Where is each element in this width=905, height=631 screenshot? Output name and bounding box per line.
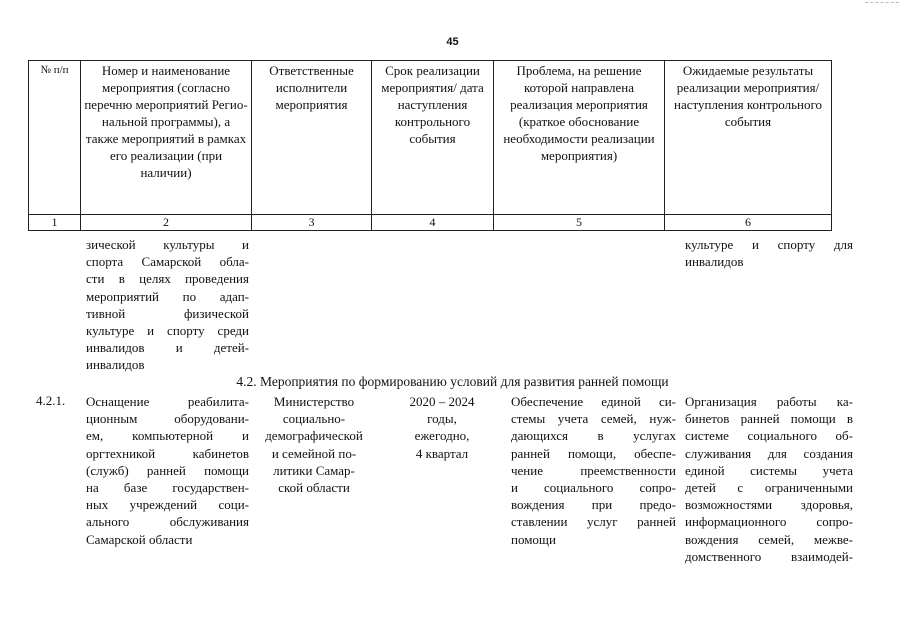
- text-line: инвалидов: [685, 254, 744, 270]
- text-line: чение преемственности: [511, 462, 676, 478]
- row-event-name: [86, 393, 249, 548]
- row-problem: [511, 393, 676, 548]
- text-line: социально-: [282, 411, 346, 427]
- header-row: [29, 61, 832, 215]
- column-number: 5: [494, 215, 665, 231]
- text-line: (служб) ранней помощи: [86, 462, 249, 478]
- text-line: культуре и спорту среди: [86, 322, 249, 338]
- text-line: и социального сопро-: [511, 479, 676, 495]
- text-line: возможностями здоровья,: [685, 497, 853, 513]
- text-line: инвалидов: [86, 357, 145, 373]
- header-col-number: № п/п: [29, 61, 81, 215]
- header-col-executors: Ответственные исполнители мероприятия: [252, 61, 372, 215]
- text-line: спорта Самарской обла-: [86, 254, 249, 270]
- row-number: 4.2.1.: [36, 393, 66, 408]
- text-line: культуре и спорту для: [685, 237, 853, 252]
- text-line: инвалидов и детей-: [86, 340, 249, 356]
- text-line: сти в целях проведения: [86, 271, 249, 287]
- corner-mark: [865, 2, 899, 3]
- header-col-deadline: Срок реализации мероприятия/ дата наступления контрольного события: [372, 61, 494, 215]
- text-line: ранней помощи, обеспе-: [511, 445, 676, 461]
- continuation-event-name: [86, 236, 249, 374]
- text-line: помощи: [511, 531, 556, 547]
- text-line: демографической: [265, 428, 363, 444]
- text-line: ционным оборудовани-: [86, 411, 249, 427]
- row-executors: [254, 393, 374, 496]
- continuation-results: [685, 236, 853, 270]
- column-number-row: [29, 215, 832, 231]
- text-line: ем, компьютерной и: [86, 428, 249, 444]
- column-number: 2: [81, 215, 252, 231]
- text-line: детей с ограниченными: [685, 479, 853, 495]
- column-number: 1: [29, 215, 81, 231]
- text-line: Обеспечение единой си-: [511, 394, 676, 409]
- header-col-problem: Проблема, на решение которой направлена реализация мероприятия (краткое обоснование необходимости реализации мероприятия): [494, 61, 665, 215]
- text-line: зической культуры и: [86, 237, 249, 252]
- text-line: ской области: [278, 479, 350, 495]
- text-line: единой системы учета: [685, 462, 853, 478]
- text-line: и семейной по-: [271, 445, 357, 461]
- header-col-results: Ожидаемые результаты реализации мероприятия/ наступления контрольного события: [665, 61, 832, 215]
- text-line: домственного взаимодей-: [685, 548, 853, 564]
- column-number: 6: [665, 215, 832, 231]
- text-line: ального обслуживания: [86, 514, 249, 530]
- section-title: 4.2. Мероприятия по формированию условий для развития ранней помощи: [236, 374, 669, 389]
- text-line: ных учреждений соци-: [86, 497, 249, 513]
- text-line: вождения семей, межве-: [685, 531, 853, 547]
- text-line: системе социального об-: [685, 428, 853, 444]
- row-results: [685, 393, 853, 565]
- text-line: мероприятий по адап-: [86, 288, 249, 304]
- row-deadline: [382, 393, 502, 462]
- text-line: информационного сопро-: [685, 514, 853, 530]
- text-line: служивания для создания: [685, 445, 853, 461]
- column-number: 3: [252, 215, 372, 231]
- text-line: годы,: [427, 411, 457, 427]
- text-line: литики Самар-: [273, 462, 355, 478]
- text-line: оргтехникой кабинетов: [86, 445, 249, 461]
- text-line: вождения при предо-: [511, 497, 676, 513]
- text-line: Министерство: [273, 394, 355, 409]
- text-line: 2020 – 2024: [409, 394, 475, 409]
- page-number: 45: [446, 36, 459, 48]
- text-line: тивной физической: [86, 305, 249, 321]
- text-line: ежегодно,: [414, 428, 470, 444]
- text-line: Оснащение реабилита-: [86, 394, 249, 409]
- text-line: 4 квартал: [415, 445, 469, 461]
- text-line: стемы учета семей, нуж-: [511, 411, 676, 427]
- text-line: на базе государствен-: [86, 479, 249, 495]
- text-line: бинетов ранней помощи в: [685, 411, 853, 427]
- header-table: [28, 60, 832, 231]
- column-number: 4: [372, 215, 494, 231]
- text-line: Организация работы ка-: [685, 394, 853, 409]
- text-line: ставлении услуг ранней: [511, 514, 676, 530]
- text-line: Самарской области: [86, 531, 193, 547]
- header-col-event-name: Номер и наименование мероприятия (согласно перечню мероприятий Регио-нальной программы), а также мероприятий в рамках его реализации (при наличии): [81, 61, 252, 215]
- text-line: дающихся в услугах: [511, 428, 676, 444]
